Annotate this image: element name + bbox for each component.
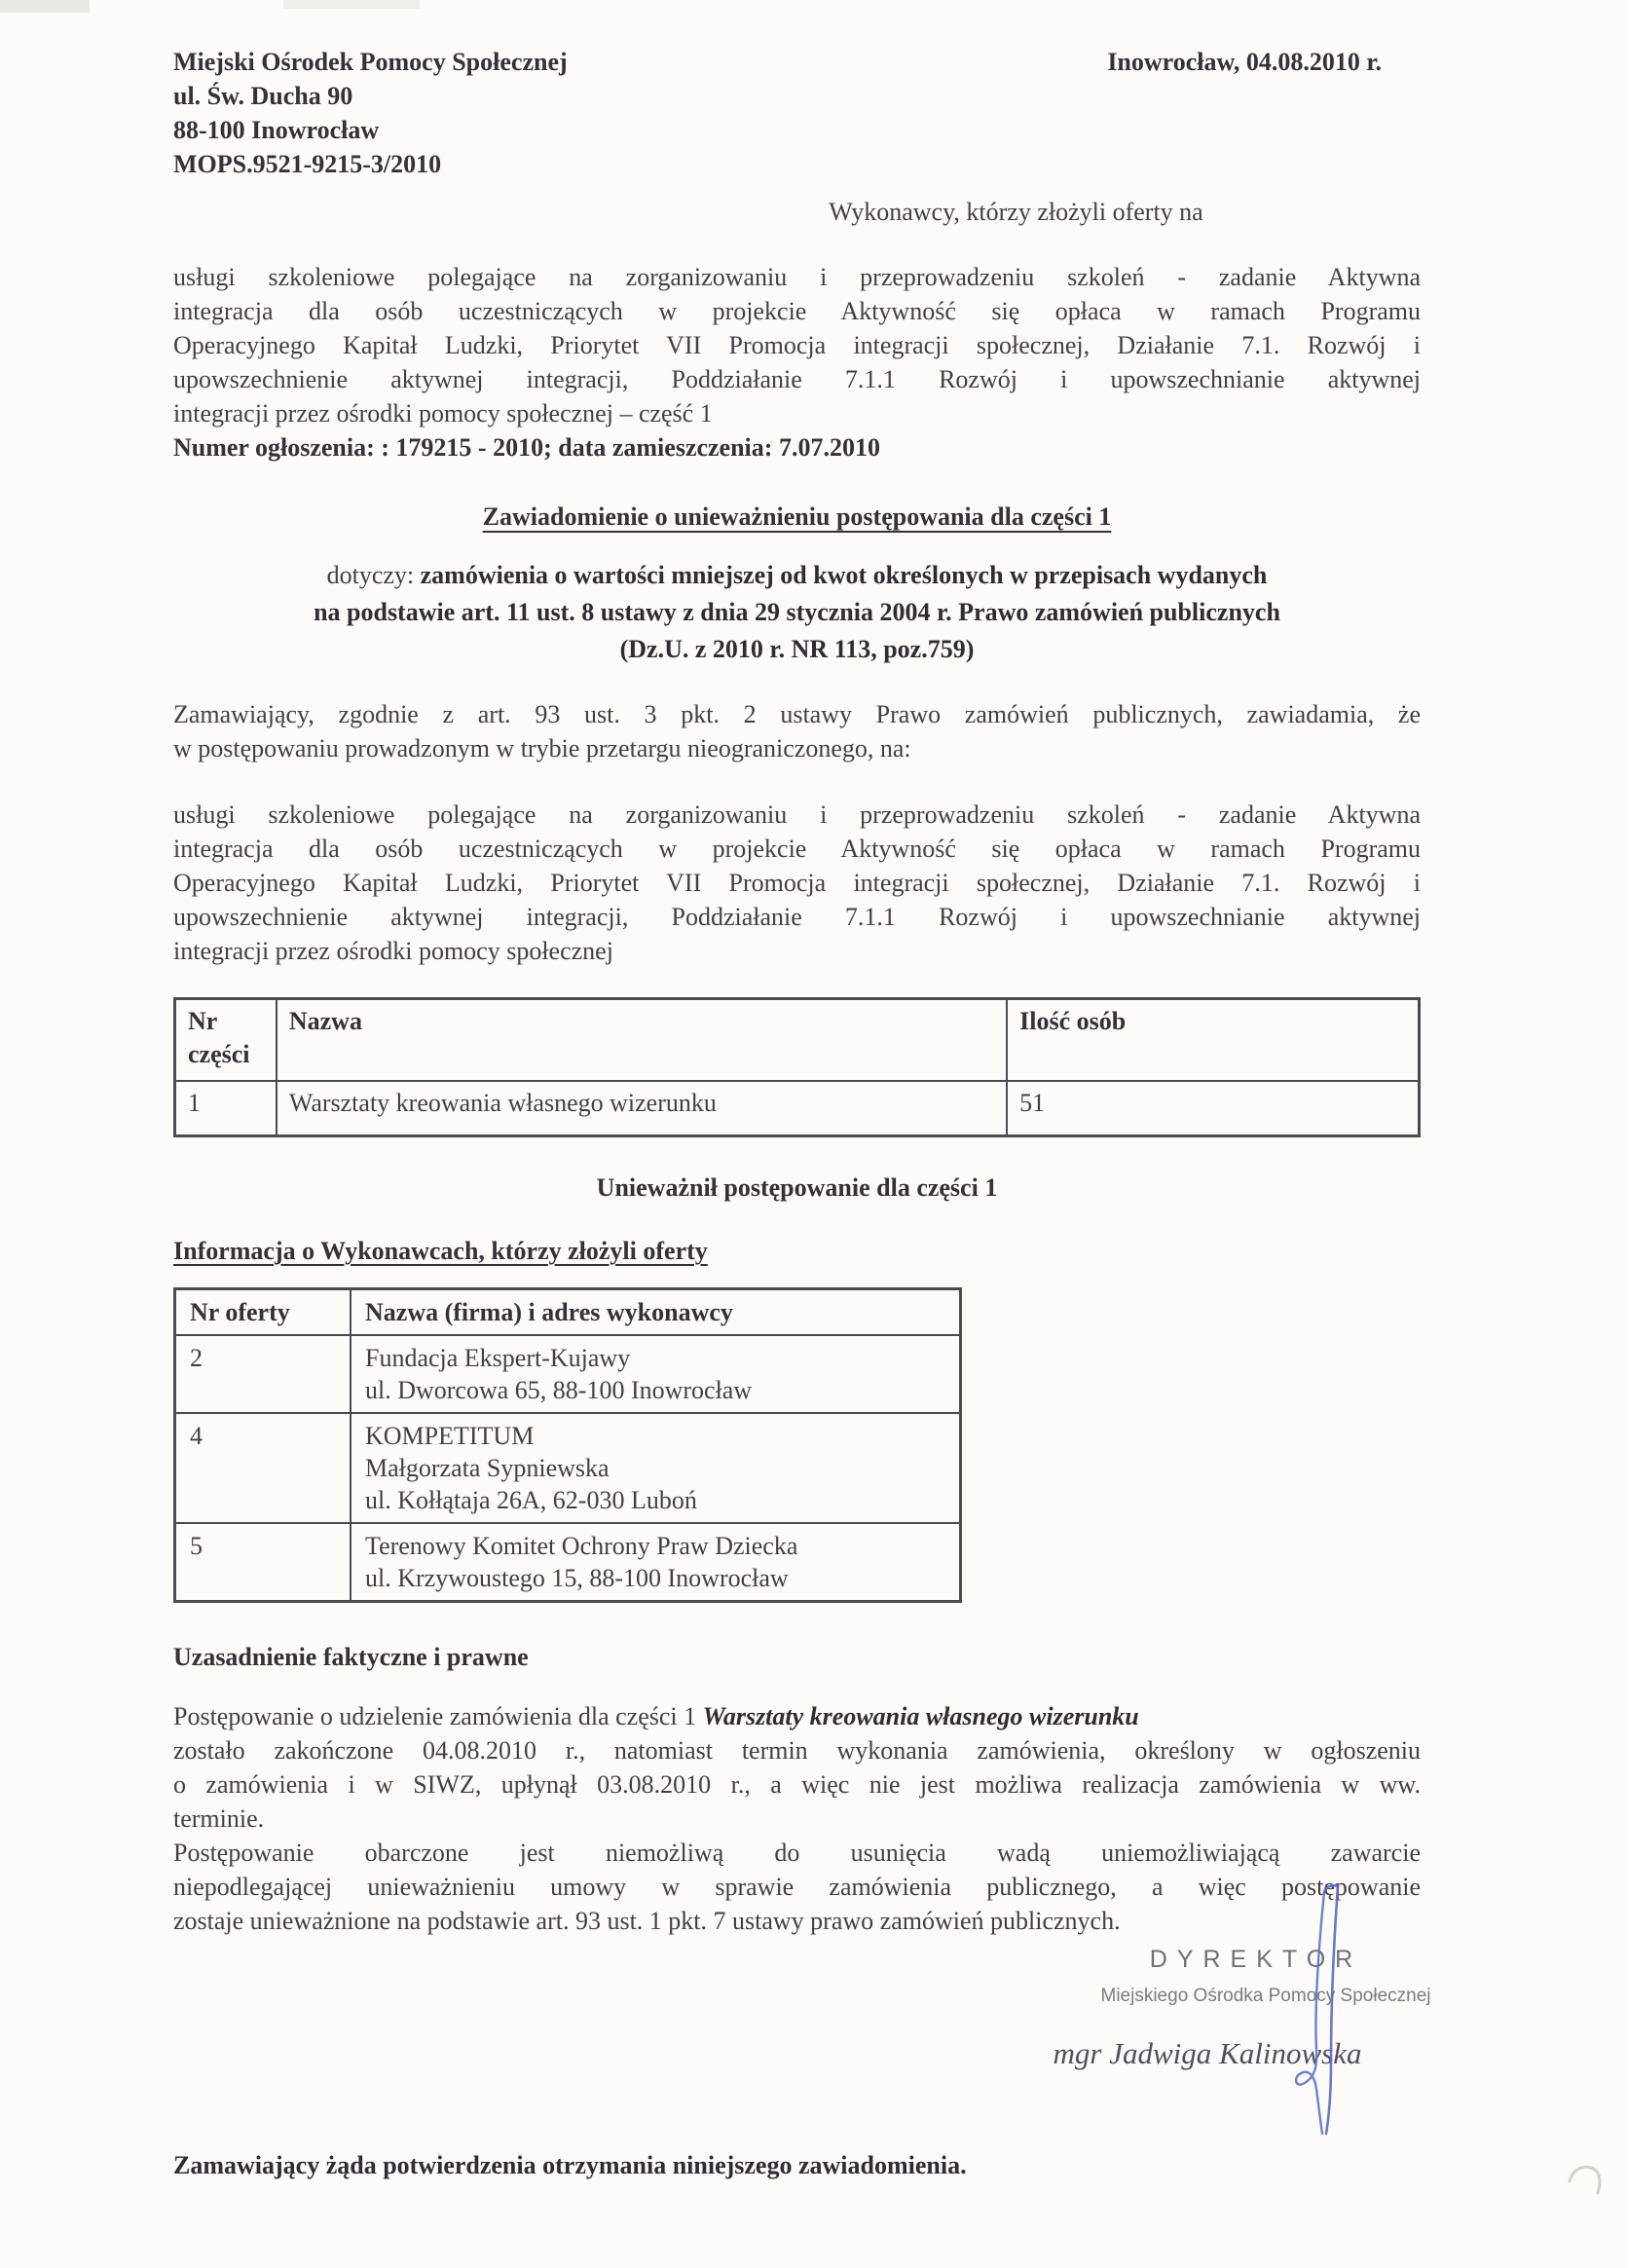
offers-heading: Informacja o Wykonawcach, którzy złożyli oferty — [173, 1237, 708, 1265]
sender-org-name: Miejski Ośrodek Pomocy Społecznej — [173, 48, 568, 76]
signatory-name-stamp: mgr Jadwiga Kalinowska — [1053, 2036, 1362, 2070]
paragraph-line: terminie. — [173, 1804, 265, 1833]
parts-table — [173, 997, 1421, 1137]
justification-text: Postępowanie o udzielenie zamówienia dla części 1 — [173, 1702, 697, 1730]
table-row — [175, 1335, 961, 1413]
announcement-paragraph — [173, 697, 1421, 765]
subject-paragraph-repeat — [173, 798, 1421, 968]
paragraph-line: zostaje unieważnione na podstawie art. 93 ust. 1 pkt. 7 ustawy prawo zamówień publicznych. — [173, 1907, 1121, 1935]
letterhead — [173, 45, 1421, 181]
contractor-name: KOMPETITUM — [365, 1422, 535, 1450]
addressee-line: Wykonawcy, którzy złożyli oferty na — [829, 198, 1203, 226]
paragraph-line: integracji przez ośrodki pomocy społecznej — [173, 937, 613, 965]
signature-block — [993, 1943, 1480, 2070]
paragraph-line: o zamówienia i w SIWZ, upłynął 03.08.2010 r., a więc nie jest możliwa realizacja zamówienia w ww. — [173, 1770, 1421, 1799]
paragraph-line: upowszechnienie aktywnej integracji, Poddziałanie 7.1.1 Rozwój i upowszechnianie aktywnej — [173, 903, 1421, 931]
pen-signature — [1276, 1882, 1363, 2136]
paragraph-line: Zamawiający, zgodnie z art. 93 ust. 3 pkt. 2 ustawy Prawo zamówień publicznych, zawiadamia, że — [173, 700, 1421, 728]
sender-city: 88-100 Inowrocław — [173, 116, 380, 144]
offer-number-cell: 5 — [175, 1523, 351, 1602]
justification-heading: Uzasadnienie faktyczne i prawne — [173, 1643, 529, 1671]
paragraph-line: upowszechnienie aktywnej integracji, Poddziałanie 7.1.1 Rozwój i upowszechnianie aktywnej — [173, 365, 1421, 393]
part-name-emphasis: Warsztaty kreowania własnego wizerunku — [702, 1702, 1139, 1730]
notice-title: Zawiadomienie o unieważnieniu postępowania dla części 1 — [482, 502, 1112, 531]
col-header-contractor: Nazwa (firma) i adres wykonawcy — [351, 1289, 961, 1336]
table-header-row — [175, 1289, 961, 1336]
scan-mark-artifact — [1566, 2160, 1609, 2203]
paragraph-line: integracji przez ośrodki pomocy społecznej – część 1 — [173, 399, 713, 428]
concerns-line — [173, 557, 1421, 594]
paragraph-line: Postępowanie obarczone jest niemożliwą do usunięcia wadą uniemożliwiającą zawarcie — [173, 1839, 1421, 1867]
contractor-name: Fundacja Ekspert-Kujawy — [365, 1344, 631, 1372]
concerns-block — [173, 557, 1421, 668]
contractor-cell — [351, 1523, 961, 1602]
concerns-line: (Dz.U. z 2010 r. NR 113, poz.759) — [619, 635, 975, 663]
people-count-cell: 51 — [1007, 1081, 1419, 1136]
table-row — [175, 1081, 1420, 1136]
part-number-cell: 1 — [175, 1081, 277, 1136]
paragraph-line: integracja dla osób uczestniczących w projekcie Aktywność się opłaca w ramach Programu — [173, 297, 1421, 325]
table-row — [175, 1523, 961, 1602]
paragraph-line: niepodlegającej unieważnieniu umowy w sprawie zamówienia publicznego, a więc postępowanie — [173, 1873, 1421, 1901]
contractor-address: ul. Kołłątaja 26A, 62-030 Luboń — [365, 1486, 697, 1514]
paragraph-line: Operacyjnego Kapitał Ludzki, Priorytet VII Promocja integracji społecznej, Działanie 7.1. Rozwój i — [173, 869, 1421, 897]
contractor-cell — [351, 1335, 961, 1413]
paragraph-line: usługi szkoleniowe polegające na zorganizowaniu i przeprowadzeniu szkoleń - zadanie Aktywna — [173, 263, 1421, 291]
scan-edge-artifact — [283, 0, 420, 9]
sender-street: ul. Św. Ducha 90 — [173, 82, 353, 110]
scan-edge-artifact — [0, 0, 90, 13]
case-number: MOPS.9521-9215-3/2010 — [173, 150, 442, 178]
col-header-name: Nazwa — [277, 999, 1007, 1082]
contractor-address: ul. Krzywoustego 15, 88-100 Inowrocław — [365, 1564, 789, 1592]
concerns-line: na podstawie art. 11 ust. 8 ustawy z dnia 29 stycznia 2004 r. Prawo zamówień publicznych — [314, 598, 1280, 626]
col-header-offer-number: Nr oferty — [175, 1289, 351, 1336]
contractor-name: Terenowy Komitet Ochrony Praw Dziecka — [365, 1532, 798, 1560]
paragraph-line: zostało zakończone 04.08.2010 r., natomiast termin wykonania zamówienia, określony w ogłoszeniu — [173, 1736, 1421, 1765]
paragraph-line: integracja dla osób uczestniczących w projekcie Aktywność się opłaca w ramach Programu — [173, 835, 1421, 863]
footer-line: Zamawiający żąda potwierdzenia otrzymania niniejszego zawiadomienia. — [173, 2151, 967, 2179]
offer-number-cell: 4 — [175, 1413, 351, 1523]
contractor-address: ul. Dworcowa 65, 88-100 Inowrocław — [365, 1376, 753, 1404]
table-row — [175, 1413, 961, 1523]
concerns-text: zamówienia o wartości mniejszej od kwot określonych w przepisach wydanych — [420, 561, 1268, 589]
sender-block — [173, 45, 568, 181]
table-header-row — [175, 999, 1420, 1082]
annulment-line: Unieważnił postępowanie dla części 1 — [596, 1173, 998, 1202]
place-date-line: Inowrocław, 04.08.2010 r. — [1107, 48, 1382, 76]
offers-table — [173, 1287, 962, 1603]
col-header-people-count: Ilość osób — [1007, 999, 1419, 1082]
signatory-org: Miejskiego Ośrodka Pomocy Społecznej — [1100, 1986, 1431, 2006]
justification-block — [173, 1699, 1421, 1938]
subject-paragraph — [173, 260, 1421, 465]
notice-number-line: Numer ogłoszenia: : 179215 - 2010; data zamieszczenia: 7.07.2010 — [173, 433, 880, 462]
part-name-cell: Warsztaty kreowania własnego wizerunku — [277, 1081, 1007, 1136]
concerns-label: dotyczy: — [326, 561, 421, 589]
signatory-role: DYREKTOR — [1149, 1946, 1363, 1973]
paragraph-line: usługi szkoleniowe polegające na zorganizowaniu i przeprowadzeniu szkoleń - zadanie Aktywna — [173, 800, 1421, 829]
paragraph-line: w postępowaniu prowadzonym w trybie przetargu nieograniczonego, na: — [173, 734, 911, 762]
contractor-cell — [351, 1413, 961, 1523]
col-header-part-number: Nr części — [175, 999, 277, 1082]
contractor-person: Małgorzata Sypniewska — [365, 1454, 610, 1482]
paragraph-line: Operacyjnego Kapitał Ludzki, Priorytet VII Promocja integracji społecznej, Działanie 7.1. Rozwój i — [173, 331, 1421, 359]
paragraph-line — [173, 1699, 1421, 1733]
offer-number-cell: 2 — [175, 1335, 351, 1413]
